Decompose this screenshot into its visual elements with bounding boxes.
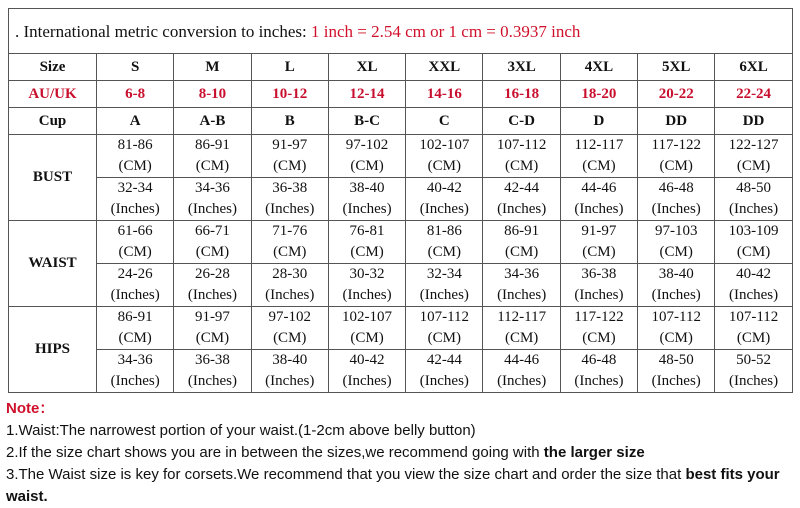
- unit-label: (Inches): [265, 287, 315, 303]
- size-header-row-cell: 3XL: [483, 54, 560, 81]
- unit-label: (Inches): [651, 373, 701, 389]
- bust-inches-value: 42-44: [504, 180, 540, 196]
- waist-cm-value: 61-66: [117, 223, 153, 239]
- cup-row-cell: B-C: [328, 108, 405, 135]
- waist-label: WAIST: [9, 221, 97, 307]
- waist-cm-value: 71-76: [272, 223, 308, 239]
- au-uk-row-cell: 6-8: [97, 81, 174, 108]
- bust-cm-cell: [483, 135, 560, 178]
- size-header-row-cell: XXL: [406, 54, 483, 81]
- waist-cm-cell: [560, 221, 637, 264]
- bust-cm-value: 102-107: [419, 137, 470, 153]
- bust-cm-cell: [97, 135, 174, 178]
- hips-inches-value: 36-38: [194, 352, 230, 368]
- waist-cm-value: 97-103: [654, 223, 698, 239]
- waist-cm-value: 91-97: [581, 223, 617, 239]
- bust-inches-cell: [251, 178, 328, 221]
- unit-label: (Inches): [419, 373, 469, 389]
- unit-label: (Inches): [187, 201, 238, 217]
- size-header-row-cell: 6XL: [715, 54, 792, 81]
- size-header-row: [9, 54, 793, 81]
- notes-title: Note：: [6, 400, 55, 417]
- hips-cm-value: 102-107: [342, 309, 393, 325]
- unit-label: (CM): [659, 244, 693, 260]
- cup-row-cell: B: [251, 108, 328, 135]
- bust-cm-cell: [174, 135, 251, 178]
- note-line-3: [6, 464, 796, 508]
- waist-inches-value: 28-30: [272, 266, 308, 282]
- au-uk-row-cell: 8-10: [174, 81, 251, 108]
- waist-inches-value: 40-42: [736, 266, 772, 282]
- waist-inches-cell: [328, 264, 405, 307]
- cup-row-label: Cup: [9, 108, 97, 135]
- unit-label: (Inches): [187, 287, 238, 303]
- hips-inches-value: 46-48: [581, 352, 617, 368]
- waist-cm-value: 86-91: [504, 223, 540, 239]
- hips-inches-value: 44-46: [504, 352, 540, 368]
- bust-inches-cell: [97, 178, 174, 221]
- waist-inches-value: 38-40: [658, 266, 694, 282]
- bust-cm-value: 122-127: [728, 137, 779, 153]
- waist-cm-cell: [406, 221, 483, 264]
- unit-label: (Inches): [110, 201, 160, 217]
- waist-inches-cell: [560, 264, 637, 307]
- bust-cm-row: [9, 135, 793, 178]
- hips-cm-cell: [406, 307, 483, 350]
- unit-label: (CM): [504, 330, 539, 346]
- unit-label: (Inches): [419, 201, 469, 217]
- au-uk-row: [9, 81, 793, 108]
- unit-label: (Inches): [497, 373, 547, 389]
- waist-inches-value: 36-38: [581, 266, 617, 282]
- hips-inches-value: 34-36: [117, 352, 153, 368]
- bust-inches-value: 40-42: [426, 180, 462, 196]
- unit-label: (Inches): [265, 201, 315, 217]
- bust-cm-cell: [406, 135, 483, 178]
- waist-cm-cell: [174, 221, 251, 264]
- waist-cm-cell: [483, 221, 560, 264]
- unit-label: (CM): [273, 158, 307, 174]
- unit-label: (CM): [504, 158, 539, 174]
- bust-cm-value: 107-112: [496, 137, 547, 153]
- size-header-row-cell: 4XL: [560, 54, 637, 81]
- unit-label: (Inches): [187, 373, 238, 389]
- waist-inches-value: 32-34: [426, 266, 462, 282]
- unit-label: (CM): [427, 330, 461, 346]
- waist-inches-cell: [483, 264, 560, 307]
- hips-cm-cell: [560, 307, 637, 350]
- unit-label: (CM): [350, 330, 384, 346]
- waist-inches-cell: [715, 264, 792, 307]
- hips-inches-value: 38-40: [272, 352, 308, 368]
- cup-row-cell: A-B: [174, 108, 251, 135]
- unit-label: (Inches): [574, 201, 624, 217]
- note-line-1: 1.Waist:The narrowest portion of your waist.(1-2cm above belly button): [6, 422, 476, 439]
- conversion-title: [9, 9, 793, 54]
- au-uk-row-cell: 10-12: [251, 81, 328, 108]
- waist-cm-row: [9, 221, 793, 264]
- hips-cm-value: 91-97: [194, 309, 230, 325]
- size-header-row-cell: XL: [328, 54, 405, 81]
- unit-label: (CM): [195, 158, 230, 174]
- hips-inches-value: 42-44: [426, 352, 462, 368]
- hips-cm-value: 107-112: [728, 309, 779, 325]
- unit-label: (Inches): [728, 373, 779, 389]
- unit-label: (Inches): [497, 287, 547, 303]
- hips-cm-cell: [483, 307, 560, 350]
- hips-inches-cell: [638, 350, 715, 393]
- bust-inches-row: [9, 178, 793, 221]
- note-line-3-bold: best fits your waist.: [6, 466, 780, 505]
- bust-cm-cell: [251, 135, 328, 178]
- waist-cm-value: 81-86: [426, 223, 462, 239]
- au-uk-row-cell: 16-18: [483, 81, 560, 108]
- waist-inches-row: [9, 264, 793, 307]
- size-header-row-cell: S: [97, 54, 174, 81]
- unit-label: (CM): [659, 330, 693, 346]
- hips-cm-row: [9, 307, 793, 350]
- bust-inches-cell: [406, 178, 483, 221]
- conversion-title-prefix: . International metric conversion to inches:: [15, 21, 307, 41]
- note-line-2-bold: the larger size: [543, 444, 645, 461]
- au-uk-row-cell: 14-16: [406, 81, 483, 108]
- bust-inches-value: 46-48: [658, 180, 694, 196]
- bust-cm-cell: [328, 135, 405, 178]
- bust-inches-value: 34-36: [194, 180, 230, 196]
- hips-label: HIPS: [9, 307, 97, 393]
- hips-cm-value: 86-91: [117, 309, 153, 325]
- waist-cm-value: 66-71: [194, 223, 230, 239]
- unit-label: (Inches): [574, 287, 624, 303]
- au-uk-row-label: AU/UK: [9, 81, 97, 108]
- size-chart-frame: [8, 8, 792, 393]
- cup-row-cell: DD: [715, 108, 792, 135]
- note-line-2-text: 2.If the size chart shows you are in between the sizes,we recommend going with: [6, 444, 544, 461]
- bust-inches-value: 38-40: [349, 180, 385, 196]
- bust-cm-value: 91-97: [272, 137, 308, 153]
- unit-label: (CM): [273, 244, 307, 260]
- notes-section: [6, 398, 796, 508]
- unit-label: (Inches): [110, 287, 160, 303]
- hips-inches-cell: [97, 350, 174, 393]
- unit-label: (CM): [427, 158, 461, 174]
- size-header-row-label: Size: [9, 54, 97, 81]
- bust-inches-cell: [174, 178, 251, 221]
- unit-label: (CM): [350, 244, 384, 260]
- note-line-3-text: 3.The Waist size is key for corsets.We recommend that you view the size chart and order the size that: [6, 466, 686, 483]
- unit-label: (CM): [582, 158, 616, 174]
- unit-label: (CM): [195, 330, 230, 346]
- bust-inches-value: 44-46: [581, 180, 617, 196]
- note-line-2: [6, 442, 796, 464]
- unit-label: (Inches): [728, 201, 779, 217]
- hips-inches-cell: [251, 350, 328, 393]
- unit-label: (Inches): [651, 201, 701, 217]
- title-row: [9, 9, 793, 54]
- hips-cm-value: 107-112: [651, 309, 701, 325]
- hips-inches-value: 40-42: [349, 352, 385, 368]
- bust-inches-value: 32-34: [117, 180, 153, 196]
- size-header-row-cell: L: [251, 54, 328, 81]
- unit-label: (CM): [118, 244, 152, 260]
- bust-cm-cell: [560, 135, 637, 178]
- cup-row-cell: A: [97, 108, 174, 135]
- hips-inches-value: 50-52: [736, 352, 772, 368]
- size-chart-table: [8, 8, 793, 393]
- waist-inches-value: 34-36: [504, 266, 540, 282]
- au-uk-row-cell: 18-20: [560, 81, 637, 108]
- bust-inches-cell: [715, 178, 792, 221]
- hips-cm-cell: [174, 307, 251, 350]
- hips-cm-value: 107-112: [419, 309, 470, 325]
- unit-label: (CM): [736, 244, 771, 260]
- unit-label: (Inches): [110, 373, 160, 389]
- bust-inches-cell: [560, 178, 637, 221]
- unit-label: (CM): [195, 244, 230, 260]
- unit-label: (Inches): [419, 287, 469, 303]
- hips-inches-value: 48-50: [658, 352, 694, 368]
- unit-label: (CM): [736, 158, 771, 174]
- unit-label: (Inches): [342, 201, 392, 217]
- hips-inches-cell: [715, 350, 792, 393]
- hips-cm-value: 112-117: [497, 309, 547, 325]
- unit-label: (Inches): [265, 373, 315, 389]
- hips-cm-cell: [715, 307, 792, 350]
- bust-cm-value: 117-122: [651, 137, 701, 153]
- cup-row-cell: C-D: [483, 108, 560, 135]
- unit-label: (CM): [659, 158, 693, 174]
- bust-cm-cell: [638, 135, 715, 178]
- au-uk-row-cell: 20-22: [638, 81, 715, 108]
- hips-cm-cell: [328, 307, 405, 350]
- bust-label: BUST: [9, 135, 97, 221]
- waist-cm-cell: [638, 221, 715, 264]
- unit-label: (Inches): [574, 373, 624, 389]
- waist-inches-cell: [406, 264, 483, 307]
- cup-row: [9, 108, 793, 135]
- waist-cm-cell: [715, 221, 792, 264]
- unit-label: (Inches): [728, 287, 779, 303]
- au-uk-row-cell: 22-24: [715, 81, 792, 108]
- bust-inches-value: 36-38: [272, 180, 308, 196]
- hips-inches-row: [9, 350, 793, 393]
- hips-cm-cell: [251, 307, 328, 350]
- bust-cm-value: 97-102: [345, 137, 389, 153]
- waist-inches-cell: [251, 264, 328, 307]
- waist-inches-value: 30-32: [349, 266, 385, 282]
- bust-inches-cell: [638, 178, 715, 221]
- bust-inches-value: 48-50: [736, 180, 772, 196]
- waist-cm-cell: [328, 221, 405, 264]
- unit-label: (CM): [582, 244, 616, 260]
- cup-row-cell: D: [560, 108, 637, 135]
- waist-cm-cell: [251, 221, 328, 264]
- hips-inches-cell: [328, 350, 405, 393]
- waist-inches-cell: [174, 264, 251, 307]
- unit-label: (CM): [504, 244, 539, 260]
- unit-label: (Inches): [651, 287, 701, 303]
- hips-cm-cell: [97, 307, 174, 350]
- conversion-formula: 1 inch = 2.54 cm or 1 cm = 0.3937 inch: [311, 21, 581, 41]
- unit-label: (Inches): [342, 373, 392, 389]
- waist-inches-value: 26-28: [194, 266, 230, 282]
- hips-inches-cell: [406, 350, 483, 393]
- unit-label: (CM): [582, 330, 616, 346]
- hips-inches-cell: [174, 350, 251, 393]
- au-uk-row-cell: 12-14: [328, 81, 405, 108]
- unit-label: (CM): [736, 330, 771, 346]
- waist-cm-cell: [97, 221, 174, 264]
- waist-inches-value: 24-26: [117, 266, 153, 282]
- waist-inches-cell: [638, 264, 715, 307]
- bust-cm-value: 81-86: [117, 137, 153, 153]
- bust-inches-cell: [483, 178, 560, 221]
- bust-cm-value: 86-91: [194, 137, 230, 153]
- bust-cm-cell: [715, 135, 792, 178]
- size-header-row-cell: 5XL: [638, 54, 715, 81]
- unit-label: (Inches): [342, 287, 392, 303]
- size-header-row-cell: M: [174, 54, 251, 81]
- waist-cm-value: 103-109: [728, 223, 779, 239]
- bust-cm-value: 112-117: [574, 137, 624, 153]
- unit-label: (CM): [427, 244, 461, 260]
- hips-inches-cell: [560, 350, 637, 393]
- bust-inches-cell: [328, 178, 405, 221]
- cup-row-cell: DD: [638, 108, 715, 135]
- unit-label: (CM): [118, 158, 152, 174]
- unit-label: (CM): [118, 330, 152, 346]
- hips-cm-value: 117-122: [574, 309, 624, 325]
- hips-cm-cell: [638, 307, 715, 350]
- waist-inches-cell: [97, 264, 174, 307]
- hips-inches-cell: [483, 350, 560, 393]
- unit-label: (Inches): [497, 201, 547, 217]
- cup-row-cell: C: [406, 108, 483, 135]
- size-chart-body: [9, 9, 793, 393]
- unit-label: (CM): [350, 158, 384, 174]
- unit-label: (CM): [273, 330, 307, 346]
- waist-cm-value: 76-81: [349, 223, 385, 239]
- hips-cm-value: 97-102: [268, 309, 311, 325]
